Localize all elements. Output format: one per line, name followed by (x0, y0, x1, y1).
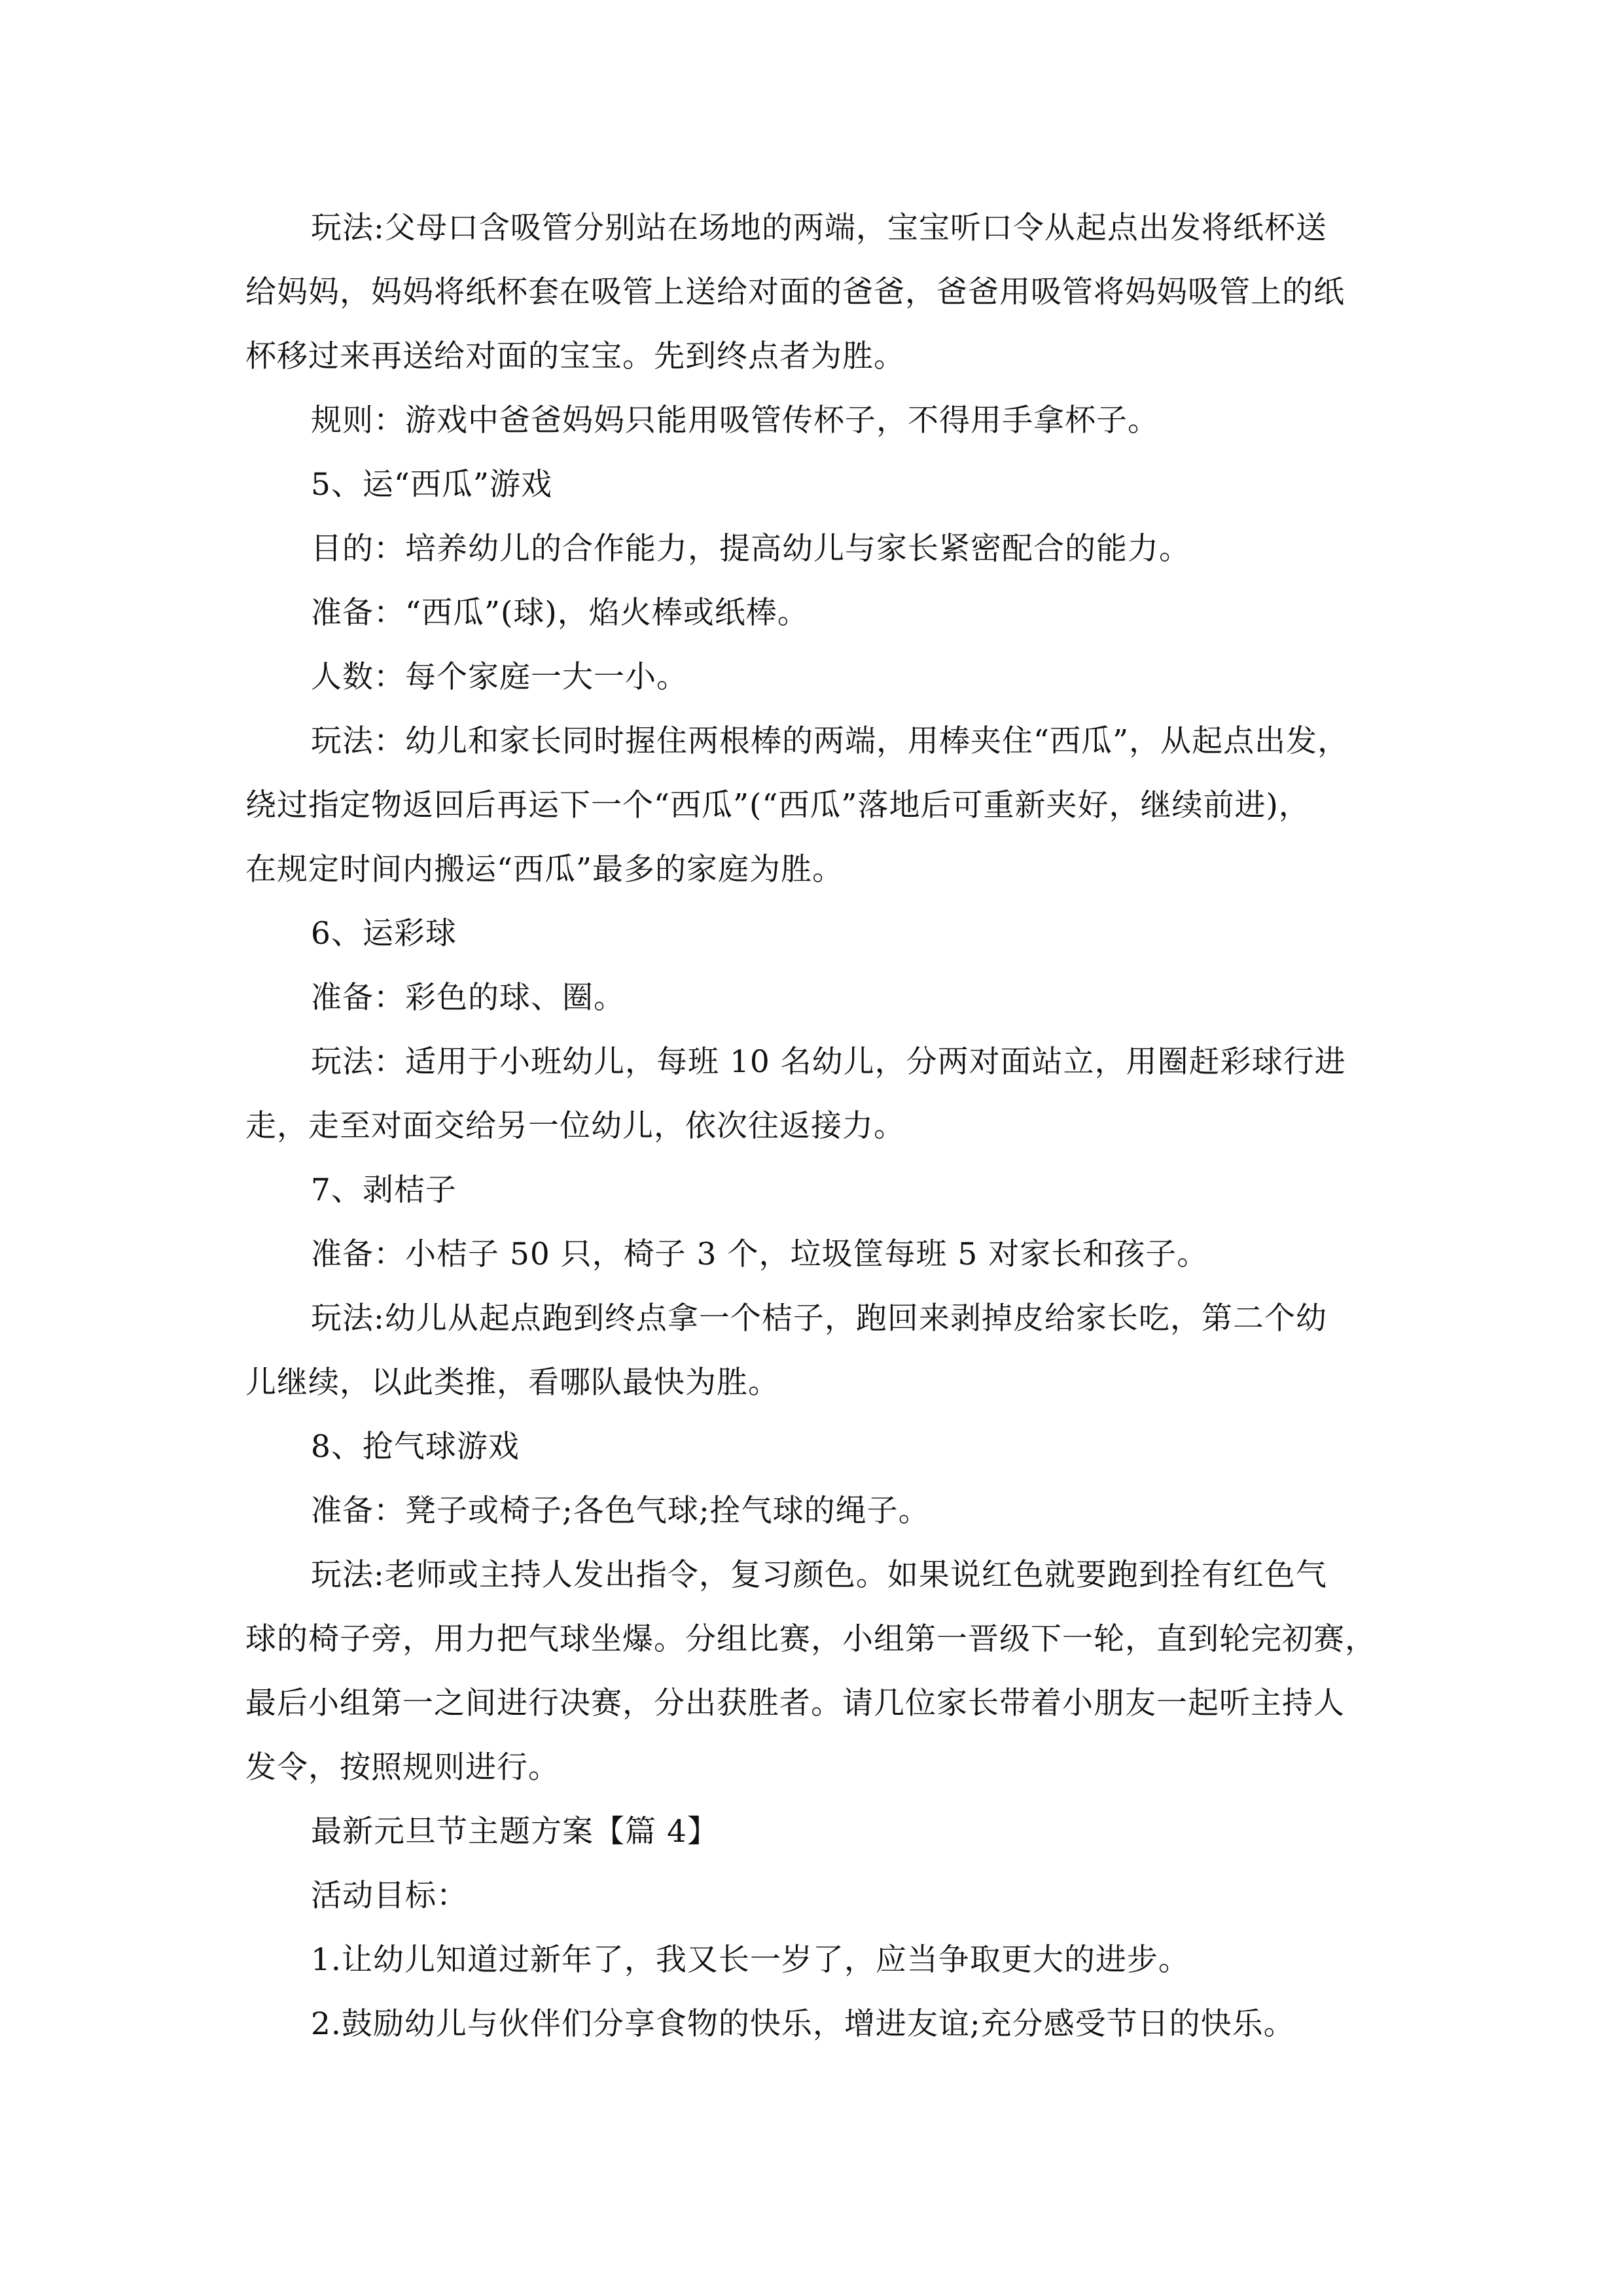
paragraph-line: 人数：每个家庭一大一小。 (311, 659, 688, 695)
paragraph-line: 目的：培养幼儿的合作能力，提高幼儿与家长紧密配合的能力。 (311, 531, 1190, 567)
paragraph-line: 儿继续，以此类推，看哪队最快为胜。 (245, 1365, 779, 1401)
paragraph-line: 玩法:老师或主持人发出指令，复习颜色。如果说红色就要跑到拴有红色气 (311, 1557, 1327, 1593)
paragraph-line: 规则：游戏中爸爸妈妈只能用吸管传杯子，不得用手拿杯子。 (311, 403, 1159, 439)
section-heading: 5、运“西瓜”游戏 (311, 467, 552, 503)
paragraph-line: 准备：彩色的球、圈。 (311, 980, 625, 1016)
section-heading: 7、剥桔子 (311, 1172, 457, 1208)
paragraph-line: 最后小组第一之间进行决赛，分出获胜者。请几位家长带着小朋友一起听主持人 (245, 1685, 1345, 1721)
paragraph-line: 玩法：幼儿和家长同时握住两根棒的两端，用棒夹住“西瓜”，从起点出发， (311, 723, 1349, 759)
document-body (245, 196, 1423, 2056)
paragraph-line: 准备：小桔子 50 只，椅子 3 个，垃圾筐每班 5 对家长和孩子。 (311, 1236, 1209, 1272)
paragraph-line: 杯移过来再送给对面的宝宝。先到终点者为胜。 (245, 338, 905, 374)
paragraph-line: 玩法:幼儿从起点跑到终点拿一个桔子，跑回来剥掉皮给家长吃，第二个幼 (311, 1300, 1327, 1336)
paragraph-line: 活动目标： (311, 1878, 468, 1914)
paragraph-line: 走，走至对面交给另一位幼儿，依次往返接力。 (245, 1108, 905, 1144)
paragraph-line: 2.鼓励幼儿与伙伴们分享食物的快乐，增进友谊;充分感受节日的快乐。 (311, 2006, 1295, 2042)
paragraph-line: 玩法：适用于小班幼儿，每班 10 名幼儿，分两对面站立，用圈赶彩球行进 (311, 1044, 1346, 1080)
section-heading: 8、抢气球游戏 (311, 1429, 520, 1465)
paragraph-line: 绕过指定物返回后再运下一个“西瓜”(“西瓜”落地后可重新夹好，继续前进)， (245, 787, 1310, 823)
paragraph-line: 发令，按照规则进行。 (245, 1749, 560, 1785)
paragraph-line: 给妈妈，妈妈将纸杯套在吸管上送给对面的爸爸，爸爸用吸管将妈妈吸管上的纸 (245, 274, 1345, 310)
paragraph-line: 准备：凳子或椅子;各色气球;拴气球的绳子。 (311, 1493, 930, 1529)
paragraph-line: 准备：“西瓜”(球)，焰火棒或纸棒。 (311, 595, 809, 631)
paragraph-line: 在规定时间内搬运“西瓜”最多的家庭为胜。 (245, 852, 844, 888)
paragraph-line: 1.让幼儿知道过新年了，我又长一岁了，应当争取更大的进步。 (311, 1942, 1190, 1978)
paragraph-line: 球的椅子旁，用力把气球坐爆。分组比赛，小组第一晋级下一轮，直到轮完初赛， (245, 1621, 1376, 1657)
section-heading: 6、运彩球 (311, 916, 457, 952)
paragraph-line: 玩法:父母口含吸管分别站在场地的两端，宝宝听口令从起点出发将纸杯送 (311, 210, 1327, 246)
section-heading: 最新元旦节主题方案【篇 4】 (311, 1814, 719, 1850)
